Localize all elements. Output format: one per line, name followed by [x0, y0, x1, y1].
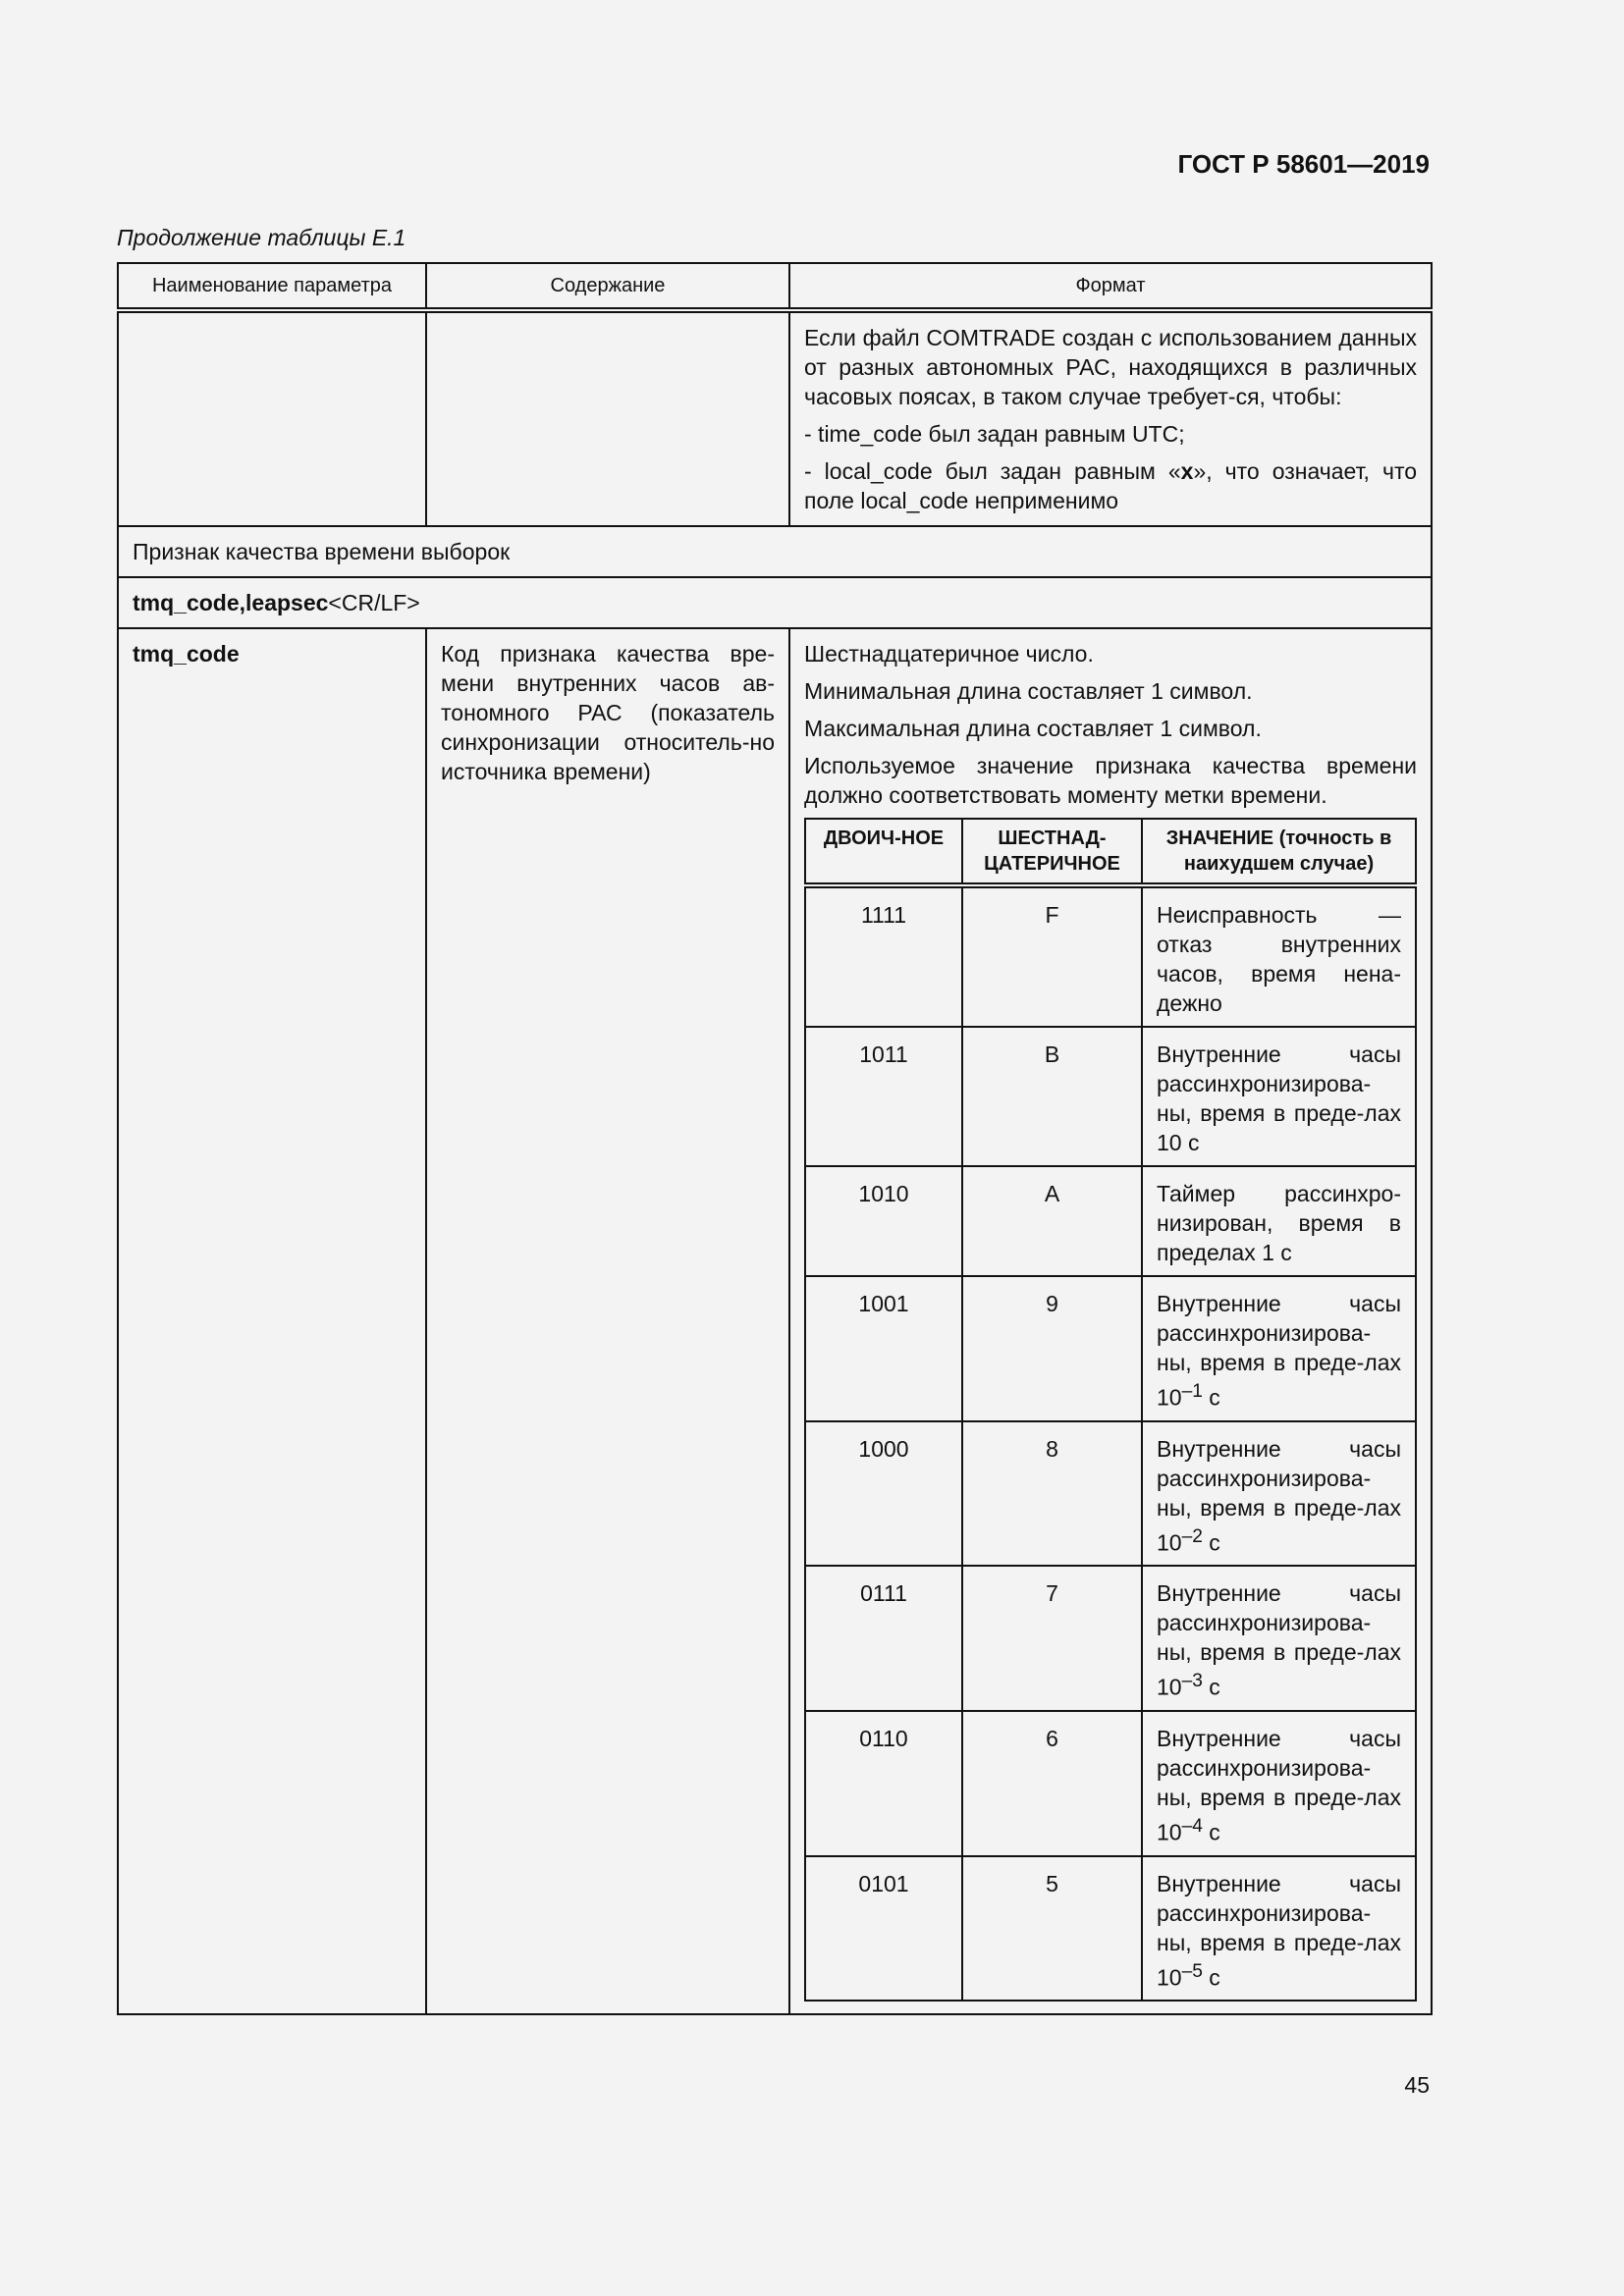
quality-row: [805, 1421, 1416, 1567]
binary-code: 0111: [805, 1566, 962, 1711]
hex-code: A: [962, 1166, 1142, 1276]
main-table: [117, 262, 1433, 2015]
quality-code-table: [804, 818, 1417, 2002]
quality-row: [805, 885, 1416, 1027]
header-binary: ДВОИЧ-НОЕ: [805, 819, 962, 885]
hex-code: 9: [962, 1276, 1142, 1421]
hex-code: 6: [962, 1711, 1142, 1856]
quality-value: Внутренние часы рассинхронизирова-ны, время в преде-лах 10 с: [1142, 1027, 1416, 1166]
quality-row: [805, 1276, 1416, 1421]
quality-table-header: [805, 819, 1416, 885]
quality-value: Внутренние часы рассинхронизирова-ны, время в преде-лах $10^{-2}$ с: [1142, 1421, 1416, 1567]
section-title: Признак качества времени выборок: [118, 526, 1432, 577]
quality-row: [805, 1856, 1416, 2002]
quality-value: Внутренние часы рассинхронизирова-ны, время в преде-лах $10^{-3}$ с: [1142, 1566, 1416, 1711]
header-hex: ШЕСТНАД-ЦАТЕРИЧНОЕ: [962, 819, 1142, 885]
binary-code: 1011: [805, 1027, 962, 1166]
hex-code: 5: [962, 1856, 1142, 2002]
empty-name-cell: [118, 310, 426, 526]
table-header-row: [118, 263, 1432, 310]
param-format: [789, 628, 1432, 2014]
table-row-continued: [118, 310, 1432, 526]
param-name: tmq_code: [118, 628, 426, 2014]
binary-code: 1010: [805, 1166, 962, 1276]
param-content: Код признака качества вре-мени внутренних часов ав-тономного РАС (показатель синхронизации относитель-но источника времени): [426, 628, 789, 2014]
quality-row: [805, 1027, 1416, 1166]
format-line: Максимальная длина составляет 1 символ.: [804, 716, 1262, 741]
section-title-row: [118, 526, 1432, 577]
quality-row: [805, 1166, 1416, 1276]
quality-row: [805, 1566, 1416, 1711]
quality-row: [805, 1711, 1416, 1856]
empty-content-cell: [426, 310, 789, 526]
hex-code: B: [962, 1027, 1142, 1166]
binary-code: 1001: [805, 1276, 962, 1421]
syntax-row: [118, 577, 1432, 628]
quality-value: Неисправность — отказ внутренних часов, время нена-дежно: [1142, 885, 1416, 1027]
continued-format-cell: [789, 310, 1432, 526]
list-item-local-code: - local_code был задан равным «x», что означает, что поле local_code неприменимо: [804, 458, 1418, 513]
quality-value: Внутренние часы рассинхронизирова-ны, время в преде-лах $10^{-1}$ с: [1142, 1276, 1416, 1421]
standard-id: ГОСТ Р 58601—2019: [1177, 149, 1430, 179]
list-item-time-code: - time_code был задан равным UTC;: [804, 421, 1185, 447]
hex-code: 7: [962, 1566, 1142, 1711]
format-line: Шестнадцатеричное число.: [804, 641, 1094, 667]
binary-code: 0101: [805, 1856, 962, 2002]
column-header-name: Наименование параметра: [118, 263, 426, 310]
table-row-tmq-code: [118, 628, 1432, 2014]
header-value: ЗНАЧЕНИЕ (точность в наихудшем случае): [1142, 819, 1416, 885]
syntax-line: tmq_code,leapsec<CR/LF>: [118, 577, 1432, 628]
binary-code: 0110: [805, 1711, 962, 1856]
format-line: Минимальная длина составляет 1 символ.: [804, 678, 1253, 704]
binary-code: 1000: [805, 1421, 962, 1567]
column-header-content: Содержание: [426, 263, 789, 310]
quality-value: Внутренние часы рассинхронизирова-ны, время в преде-лах $10^{-5}$ с: [1142, 1856, 1416, 2002]
quality-value: Таймер рассинхро-низирован, время в пределах 1 с: [1142, 1166, 1416, 1276]
hex-code: F: [962, 885, 1142, 1027]
binary-code: 1111: [805, 885, 962, 1027]
page-number: 45: [1404, 2072, 1430, 2098]
table-caption: Продолжение таблицы Е.1: [117, 225, 406, 250]
format-line: Используемое значение признака качества времени должно соответствовать моменту метки времени.: [804, 753, 1417, 808]
column-header-format: Формат: [789, 263, 1432, 310]
continued-paragraph: Если файл COMTRADE создан с использованием данных от разных автономных РАС, находящихся в различных часовых поясах, в таком случае требует-ся, чтобы:: [804, 325, 1417, 409]
quality-value: Внутренние часы рассинхронизирова-ны, время в преде-лах $10^{-4}$ с: [1142, 1711, 1416, 1856]
hex-code: 8: [962, 1421, 1142, 1567]
